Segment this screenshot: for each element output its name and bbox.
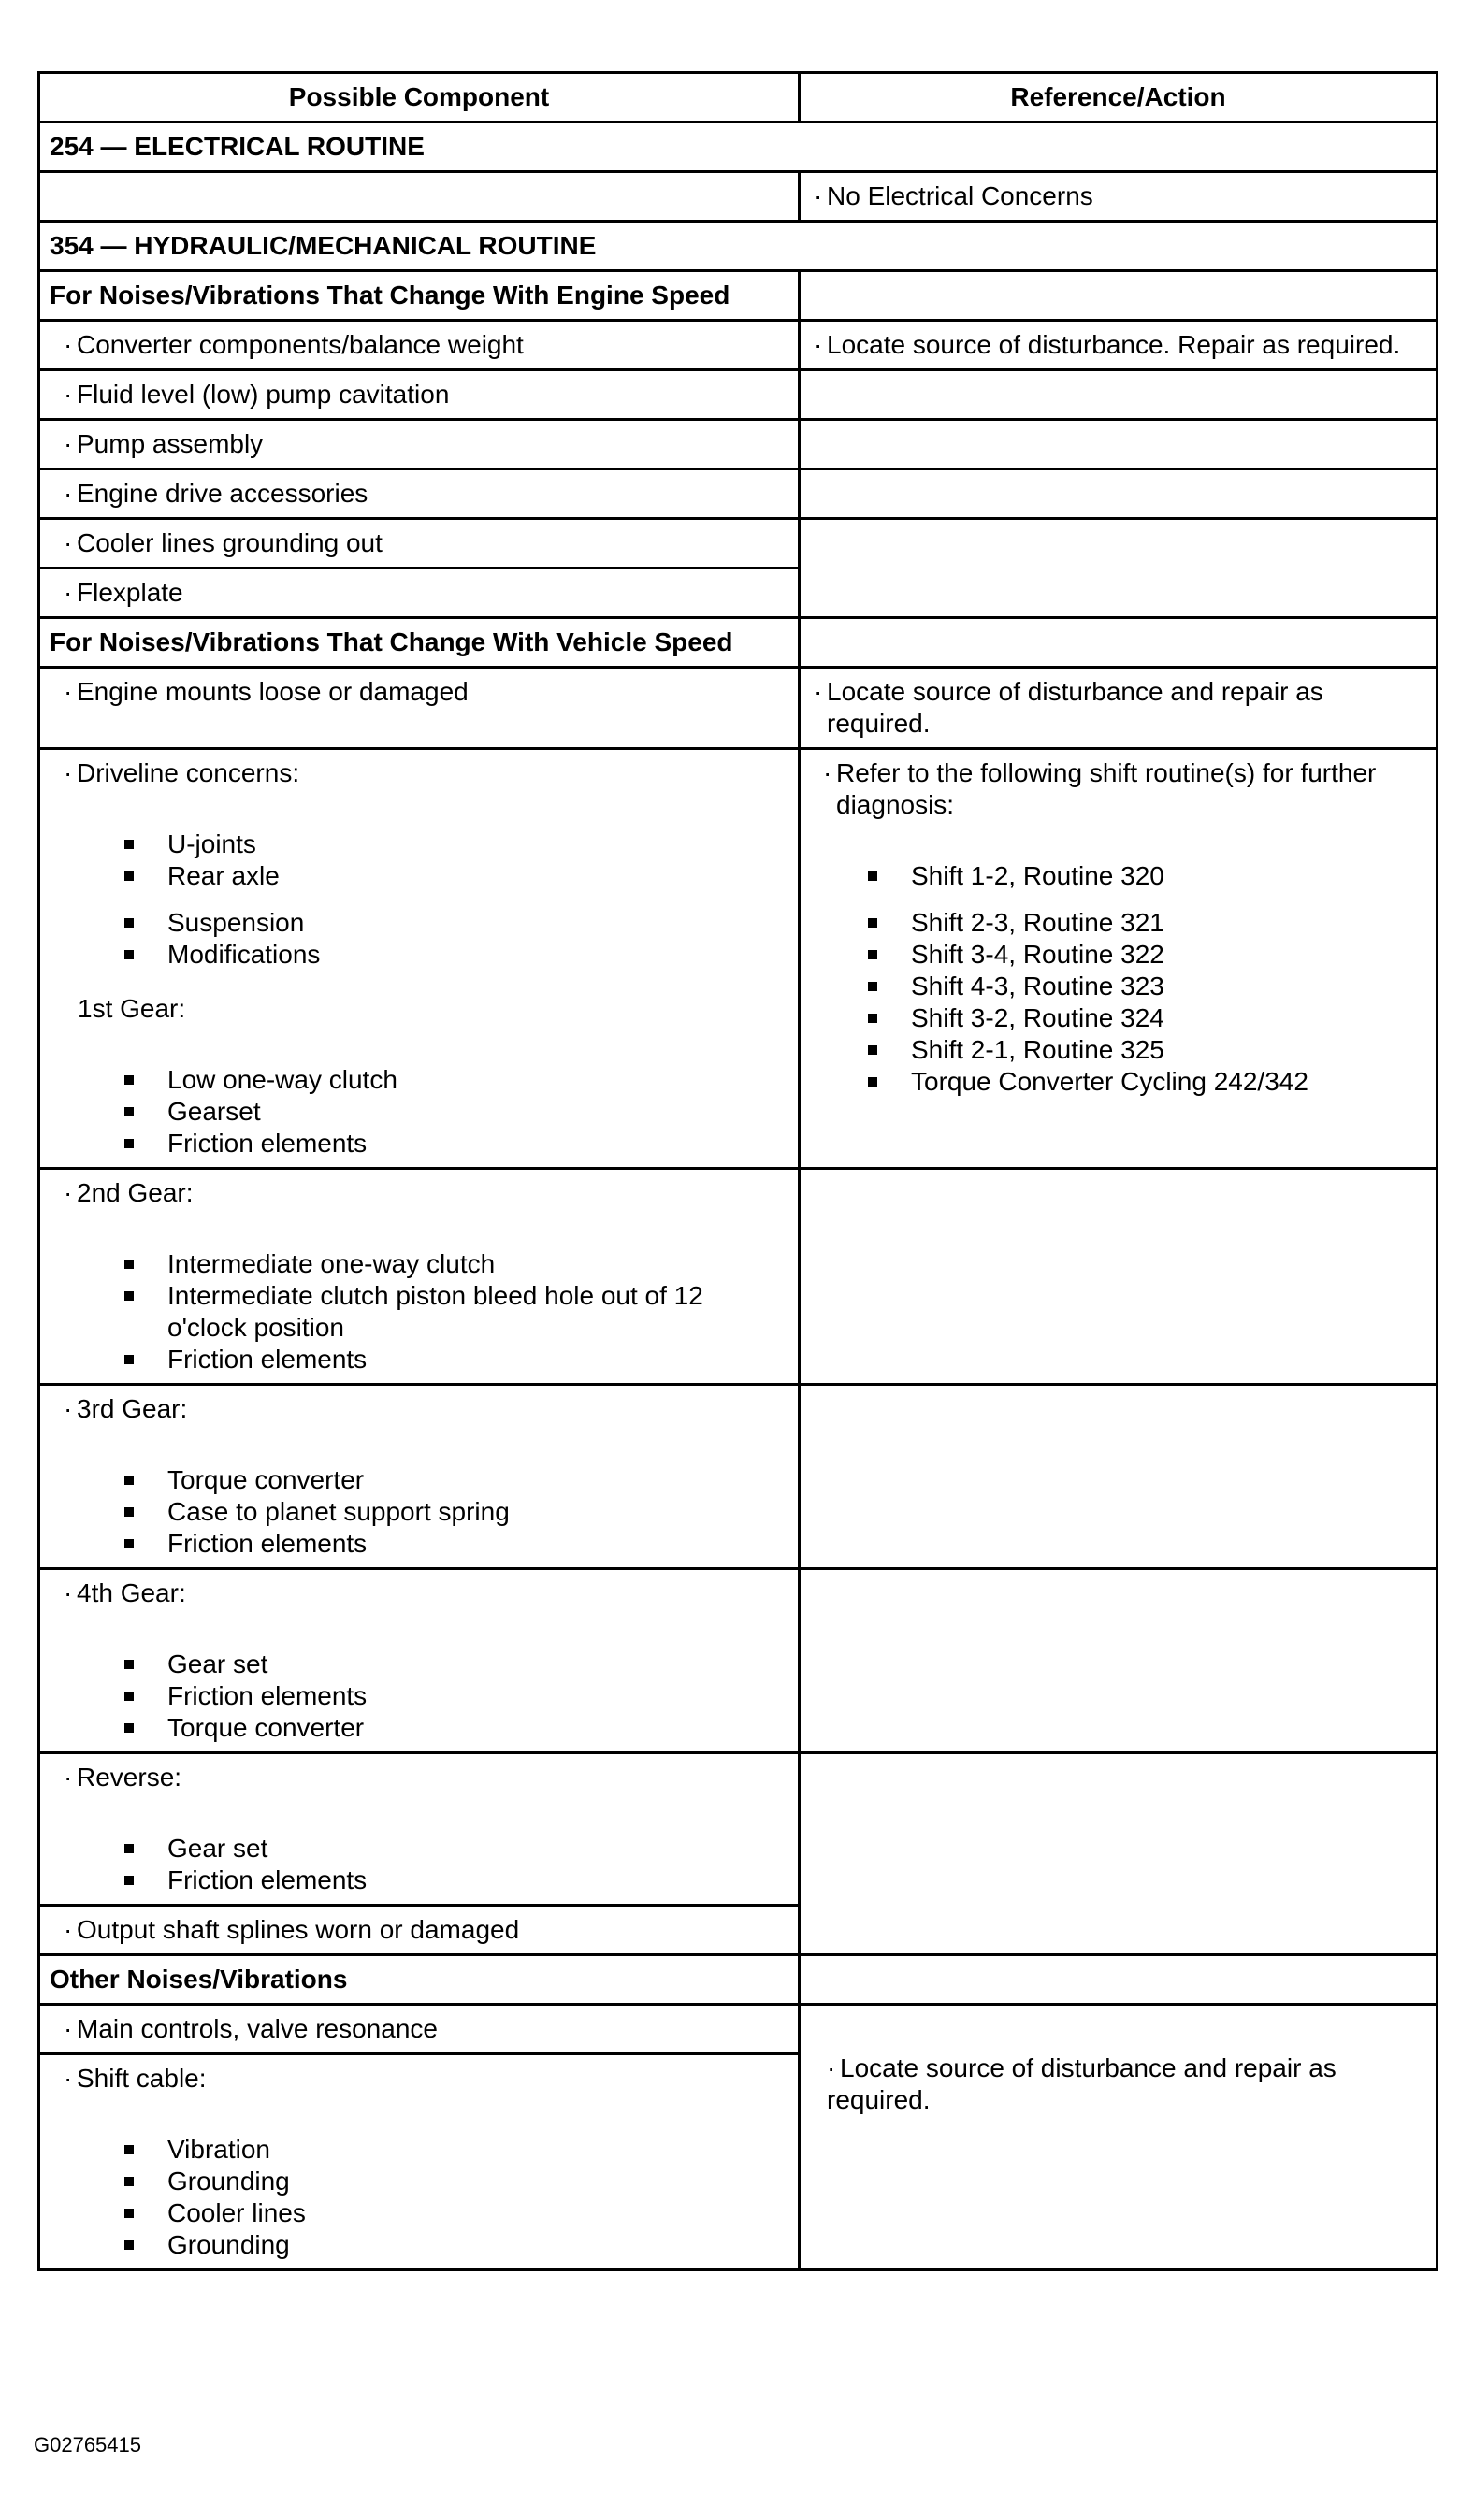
list-item: Case to planet support spring — [124, 1496, 788, 1528]
list-item: Gear set — [124, 1649, 788, 1680]
component-cell-fourth-gear — [39, 1569, 800, 1753]
list-item: Suspension — [124, 907, 788, 939]
list-item: Friction elements — [124, 1528, 788, 1560]
table-header-row — [39, 73, 1438, 122]
component-text: Flexplate — [77, 578, 183, 607]
component-text: Pump assembly — [77, 429, 264, 458]
list-item: Cooler lines — [124, 2197, 788, 2229]
list-item: Gearset — [124, 1096, 788, 1128]
list-item: Torque converter — [124, 1712, 788, 1744]
list-item: Friction elements — [124, 1344, 788, 1375]
list-item: Shift 3-4, Routine 322 — [868, 939, 1426, 971]
component-cell: · Converter components/balance weight — [39, 321, 800, 370]
component-cell: · Cooler lines grounding out — [39, 519, 800, 569]
list-item: Friction elements — [124, 1865, 788, 1896]
list-item: Rear axle — [124, 860, 788, 892]
list-item: Grounding — [124, 2229, 788, 2261]
list-item: Shift 3-2, Routine 324 — [868, 1002, 1426, 1034]
component-cell-third-gear — [39, 1385, 800, 1569]
list-item: Intermediate one-way clutch — [124, 1248, 788, 1280]
subsection-row-other — [39, 1955, 1438, 2005]
second-gear-label: · 2nd Gear: — [64, 1178, 194, 1207]
list-item: Vibration — [124, 2134, 788, 2166]
table-row — [39, 172, 1438, 222]
component-text: Output shaft splines worn or damaged — [77, 1915, 520, 1944]
table-row — [39, 1753, 1438, 1906]
table-row — [39, 370, 1438, 420]
empty-cell — [800, 519, 1438, 618]
list-item: Shift 2-3, Routine 321 — [868, 907, 1426, 939]
table-row — [39, 321, 1438, 370]
empty-cell — [800, 1753, 1438, 1955]
list-item: Torque converter — [124, 1464, 788, 1496]
driveline-label: · Driveline concerns: — [64, 758, 300, 787]
component-cell-driveline — [39, 749, 800, 1169]
component-text: Engine mounts loose or damaged — [77, 677, 469, 706]
action-text: Locate source of disturbance and repair as required. — [827, 2053, 1337, 2114]
diagnostic-table-container — [37, 71, 1436, 2271]
section-title-hydraulic: 354 — HYDRAULIC/MECHANICAL ROUTINE — [39, 222, 1438, 271]
subsection-title-other: Other Noises/Vibrations — [39, 1955, 800, 2005]
component-text: Converter components/balance weight — [77, 330, 524, 359]
fourth-gear-label-text: 4th Gear: — [77, 1578, 186, 1607]
list-item: Modifications — [124, 939, 788, 971]
component-text: Engine drive accessories — [77, 479, 368, 508]
table-row — [39, 749, 1438, 1169]
component-cell: · Main controls, valve resonance — [39, 2005, 800, 2054]
list-item: Grounding — [124, 2166, 788, 2197]
subsection-title-engine-speed: For Noises/Vibrations That Change With Engine Speed — [39, 271, 800, 321]
driveline-action-text: · Refer to the following shift routine(s) for further diagnosis: — [823, 758, 1377, 819]
second-gear-list — [50, 1248, 788, 1375]
list-item: Intermediate clutch piston bleed hole out of 12 o'clock position — [124, 1280, 788, 1344]
reverse-list — [50, 1833, 788, 1896]
component-cell: · Output shaft splines worn or damaged — [39, 1906, 800, 1955]
table-row — [39, 469, 1438, 519]
table-row — [39, 420, 1438, 469]
component-cell-reverse — [39, 1753, 800, 1906]
list-item: Friction elements — [124, 1128, 788, 1159]
shift-routine-list-1 — [810, 860, 1426, 892]
component-cell: · Flexplate — [39, 569, 800, 618]
action-cell: · Locate source of disturbance. Repair as required. — [800, 321, 1438, 370]
empty-cell — [39, 172, 800, 222]
third-gear-list — [50, 1464, 788, 1560]
list-item: Low one-way clutch — [124, 1064, 788, 1096]
component-cell-shift-cable — [39, 2054, 800, 2270]
action-cell: · Locate source of disturbance and repair as required. — [800, 668, 1438, 749]
diagnostic-table — [37, 71, 1438, 2271]
reverse-label-text: Reverse: — [77, 1763, 182, 1792]
empty-cell — [800, 271, 1438, 321]
action-cell: · No Electrical Concerns — [800, 172, 1438, 222]
reverse-label: · Reverse: — [64, 1763, 182, 1792]
driveline-label-text: Driveline concerns: — [77, 758, 300, 787]
section-row-hydraulic — [39, 222, 1438, 271]
empty-cell — [800, 370, 1438, 420]
component-cell: · Pump assembly — [39, 420, 800, 469]
table-row — [39, 1169, 1438, 1385]
section-row-electrical — [39, 122, 1438, 172]
subsection-title-vehicle-speed: For Noises/Vibrations That Change With Vehicle Speed — [39, 618, 800, 668]
header-possible-component: Possible Component — [39, 73, 800, 122]
component-cell: · Fluid level (low) pump cavitation — [39, 370, 800, 420]
action-cell-other: · Locate source of disturbance and repair as required. — [800, 2005, 1438, 2270]
driveline-action-intro: Refer to the following shift routine(s) for further diagnosis: — [836, 758, 1377, 819]
action-text: Locate source of disturbance and repair as required. — [827, 677, 1323, 738]
list-item: Torque Converter Cycling 242/342 — [868, 1066, 1426, 1098]
first-gear-list — [50, 1064, 788, 1159]
list-item: Shift 2-1, Routine 325 — [868, 1034, 1426, 1066]
component-text: Cooler lines grounding out — [77, 528, 383, 557]
shift-cable-list — [50, 2134, 788, 2261]
subsection-row-vehicle-speed — [39, 618, 1438, 668]
empty-cell — [800, 420, 1438, 469]
component-cell-second-gear — [39, 1169, 800, 1385]
shift-routine-list-2 — [810, 907, 1426, 1098]
list-item: Gear set — [124, 1833, 788, 1865]
fourth-gear-label: · 4th Gear: — [64, 1578, 186, 1607]
table-row — [39, 2005, 1438, 2054]
list-item: Friction elements — [124, 1680, 788, 1712]
action-text: Locate source of disturbance. Repair as required. — [827, 330, 1401, 359]
second-gear-label-text: 2nd Gear: — [77, 1178, 194, 1207]
action-text: No Electrical Concerns — [827, 181, 1093, 210]
component-text: Fluid level (low) pump cavitation — [77, 380, 450, 409]
fourth-gear-list — [50, 1649, 788, 1744]
shift-cable-label: · Shift cable: — [64, 2064, 207, 2093]
empty-cell — [800, 1169, 1438, 1385]
section-title-electrical: 254 — ELECTRICAL ROUTINE — [39, 122, 1438, 172]
shift-cable-label-text: Shift cable: — [77, 2064, 207, 2093]
driveline-list-2 — [50, 907, 788, 971]
table-row — [39, 668, 1438, 749]
third-gear-label-text: 3rd Gear: — [77, 1394, 188, 1423]
empty-cell — [800, 1569, 1438, 1753]
figure-id: G02765415 — [34, 2433, 141, 2456]
list-item: U-joints — [124, 828, 788, 860]
empty-cell — [800, 1955, 1438, 2005]
component-cell: · Engine mounts loose or damaged — [39, 668, 800, 749]
empty-cell — [800, 1385, 1438, 1569]
header-reference-action: Reference/Action — [800, 73, 1438, 122]
first-gear-label: 1st Gear: — [78, 994, 186, 1023]
table-row — [39, 519, 1438, 569]
empty-cell — [800, 469, 1438, 519]
component-text: Main controls, valve resonance — [77, 2014, 438, 2043]
list-item: Shift 1-2, Routine 320 — [868, 860, 1426, 892]
subsection-row-engine-speed — [39, 271, 1438, 321]
component-cell: · Engine drive accessories — [39, 469, 800, 519]
empty-cell — [800, 618, 1438, 668]
list-item: Shift 4-3, Routine 323 — [868, 971, 1426, 1002]
table-row — [39, 1569, 1438, 1753]
driveline-list-1 — [50, 828, 788, 892]
third-gear-label: · 3rd Gear: — [64, 1394, 188, 1423]
table-row — [39, 1385, 1438, 1569]
action-cell-driveline — [800, 749, 1438, 1169]
